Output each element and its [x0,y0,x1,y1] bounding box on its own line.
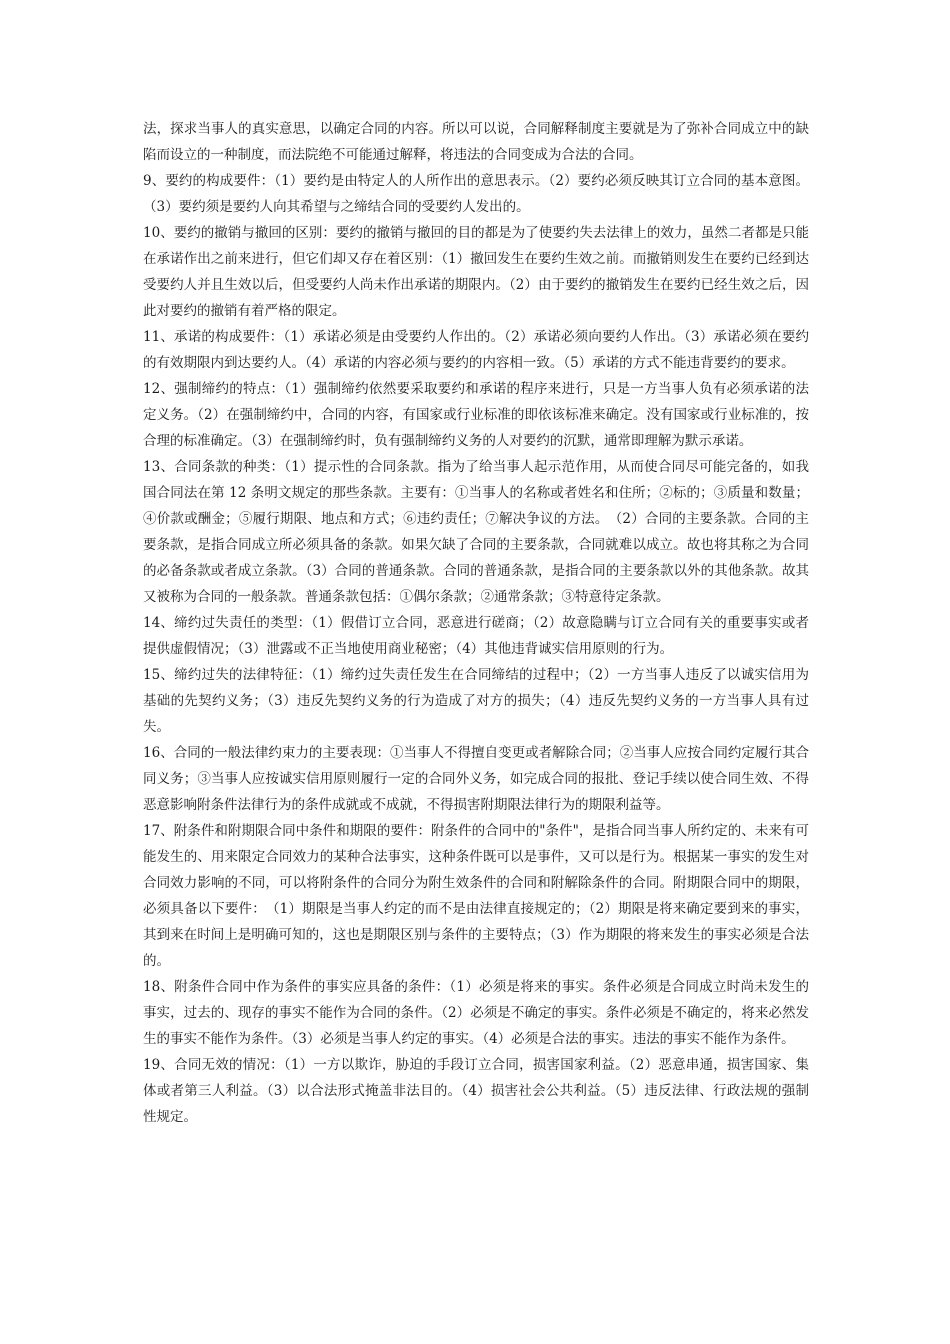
paragraph-item-17: 17、附条件和附期限合同中条件和期限的要件：附条件的合同中的"条件"，是指合同当事人所约定的、未来有可能发生的、用来限定合同效力的某种合法事实，这种条件既可以是事件，又可以是行为。根据某一事实的发生对合同效力影响的不同，可以将附条件的合同分为附生效条件的合同和附解除条件的合同。附期限合同中的期限，必须具备以下要件： （1）期限是当事人约定的而不是由法律直接规定的；（2）期限是将来确定要到来的事实，其到来在时间上是明确可知的，这也是期限区别与条件的主要特点；（3）作为期限的将来发生的事实必须是合法的。 [143,823,809,969]
paragraph-item-15: 15、缔约过失的法律特征：（1）缔约过失责任发生在合同缔结的过程中；（2）一方当事人违反了以诚实信用为基础的先契约义务；（3）违反先契约义务的行为造成了对方的损失；（4）违反先契约义务的一方当事人具有过失。 [143,667,809,735]
paragraph-item-16: 16、合同的一般法律约束力的主要表现：①当事人不得擅自变更或者解除合同；②当事人应按合同约定履行其合同义务；③当事人应按诚实信用原则履行一定的合同外义务，如完成合同的报批、登记手续以使合同生效、不得恶意影响附条件法律行为的条件成就或不成就，不得损害附期限法律行为的期限利益等。 [143,745,809,813]
paragraph-item-12: 12、强制缔约的特点：（1）强制缔约依然要采取要约和承诺的程序来进行，只是一方当事人负有必须承诺的法定义务。（2）在强制缔约中，合同的内容，有国家或行业标准的即依该标准来确定。没有国家或行业标准的，按合理的标准确定。（3）在强制缔约时，负有强制缔约义务的人对要约的沉默，通常即理解为默示承诺。 [143,381,809,449]
paragraph-item-11: 11、承诺的构成要件：（1）承诺必须是由受要约人作出的。（2）承诺必须向要约人作出。（3）承诺必须在要约的有效期限内到达要约人。（4）承诺的内容必须与要约的内容相一致。（5）承诺的方式不能违背要约的要求。 [143,329,809,371]
paragraph-item-9: 9、要约的构成要件：（1）要约是由特定人的人所作出的意思表示。（2）要约必须反映其订立合同的基本意图。（3）要约须是要约人向其希望与之缔结合同的受要约人发出的。 [143,173,809,215]
document-body [143,116,809,1130]
paragraph-item-19: 19、合同无效的情况：（1）一方以欺诈，胁迫的手段订立合同，损害国家利益。（2）恶意串通，损害国家、集体或者第三人利益。（3）以合法形式掩盖非法目的。（4）损害社会公共利益。（5）违反法律、行政法规的强制性规定。 [143,1057,809,1125]
paragraph-item-13: 13、合同条款的种类：（1）提示性的合同条款。指为了给当事人起示范作用，从而使合同尽可能完备的，如我国合同法在第 12 条明文规定的那些条款。主要有：①当事人的名称或者姓名和住所；②标的；③质量和数量；④价款或酬金；⑤履行期限、地点和方式；⑥违约责任；⑦解决争议的方法。 （2）合同的主要条款。合同的主要条款，是指合同成立所必须具备的条款。如果欠缺了合同的主要条款，合同就难以成立。故也将其称之为合同的必备条款或者成立条款。（3）合同的普通条款。合同的普通条款，是指合同的主要条款以外的其他条款。故其又被称为合同的一般条款。普通条款包括：①偶尔条款；②通常条款；③特意待定条款。 [143,459,809,605]
paragraph-item-10: 10、要约的撤销与撤回的区别：要约的撤销与撤回的目的都是为了使要约失去法律上的效力，虽然二者都是只能在承诺作出之前来进行，但它们却又存在着区别：（1）撤回发生在要约生效之前。而撤销则发生在要约已经到达受要约人并且生效以后，但受要约人尚未作出承诺的期限内。（2）由于要约的撤销发生在要约已经生效之后，因此对要约的撤销有着严格的限定。 [143,225,809,319]
paragraph-item-14: 14、缔约过失责任的类型：（1）假借订立合同，恶意进行磋商；（2）故意隐瞒与订立合同有关的重要事实或者提供虚假情况；（3）泄露或不正当地使用商业秘密；（4）其他违背诚实信用原则的行为。 [143,615,809,657]
paragraph-item-18: 18、附条件合同中作为条件的事实应具备的条件：（1）必须是将来的事实。条件必须是合同成立时尚未发生的事实，过去的、现存的事实不能作为合同的条件。（2）必须是不确定的事实。条件必须是不确定的，将来必然发生的事实不能作为条件。（3）必须是当事人约定的事实。（4）必须是合法的事实。违法的事实不能作为条件。 [143,979,809,1047]
paragraph-continuation: 法，探求当事人的真实意思，以确定合同的内容。所以可以说，合同解释制度主要就是为了弥补合同成立中的缺陷而设立的一种制度，而法院绝不可能通过解释，将违法的合同变成为合法的合同。 [143,121,809,163]
